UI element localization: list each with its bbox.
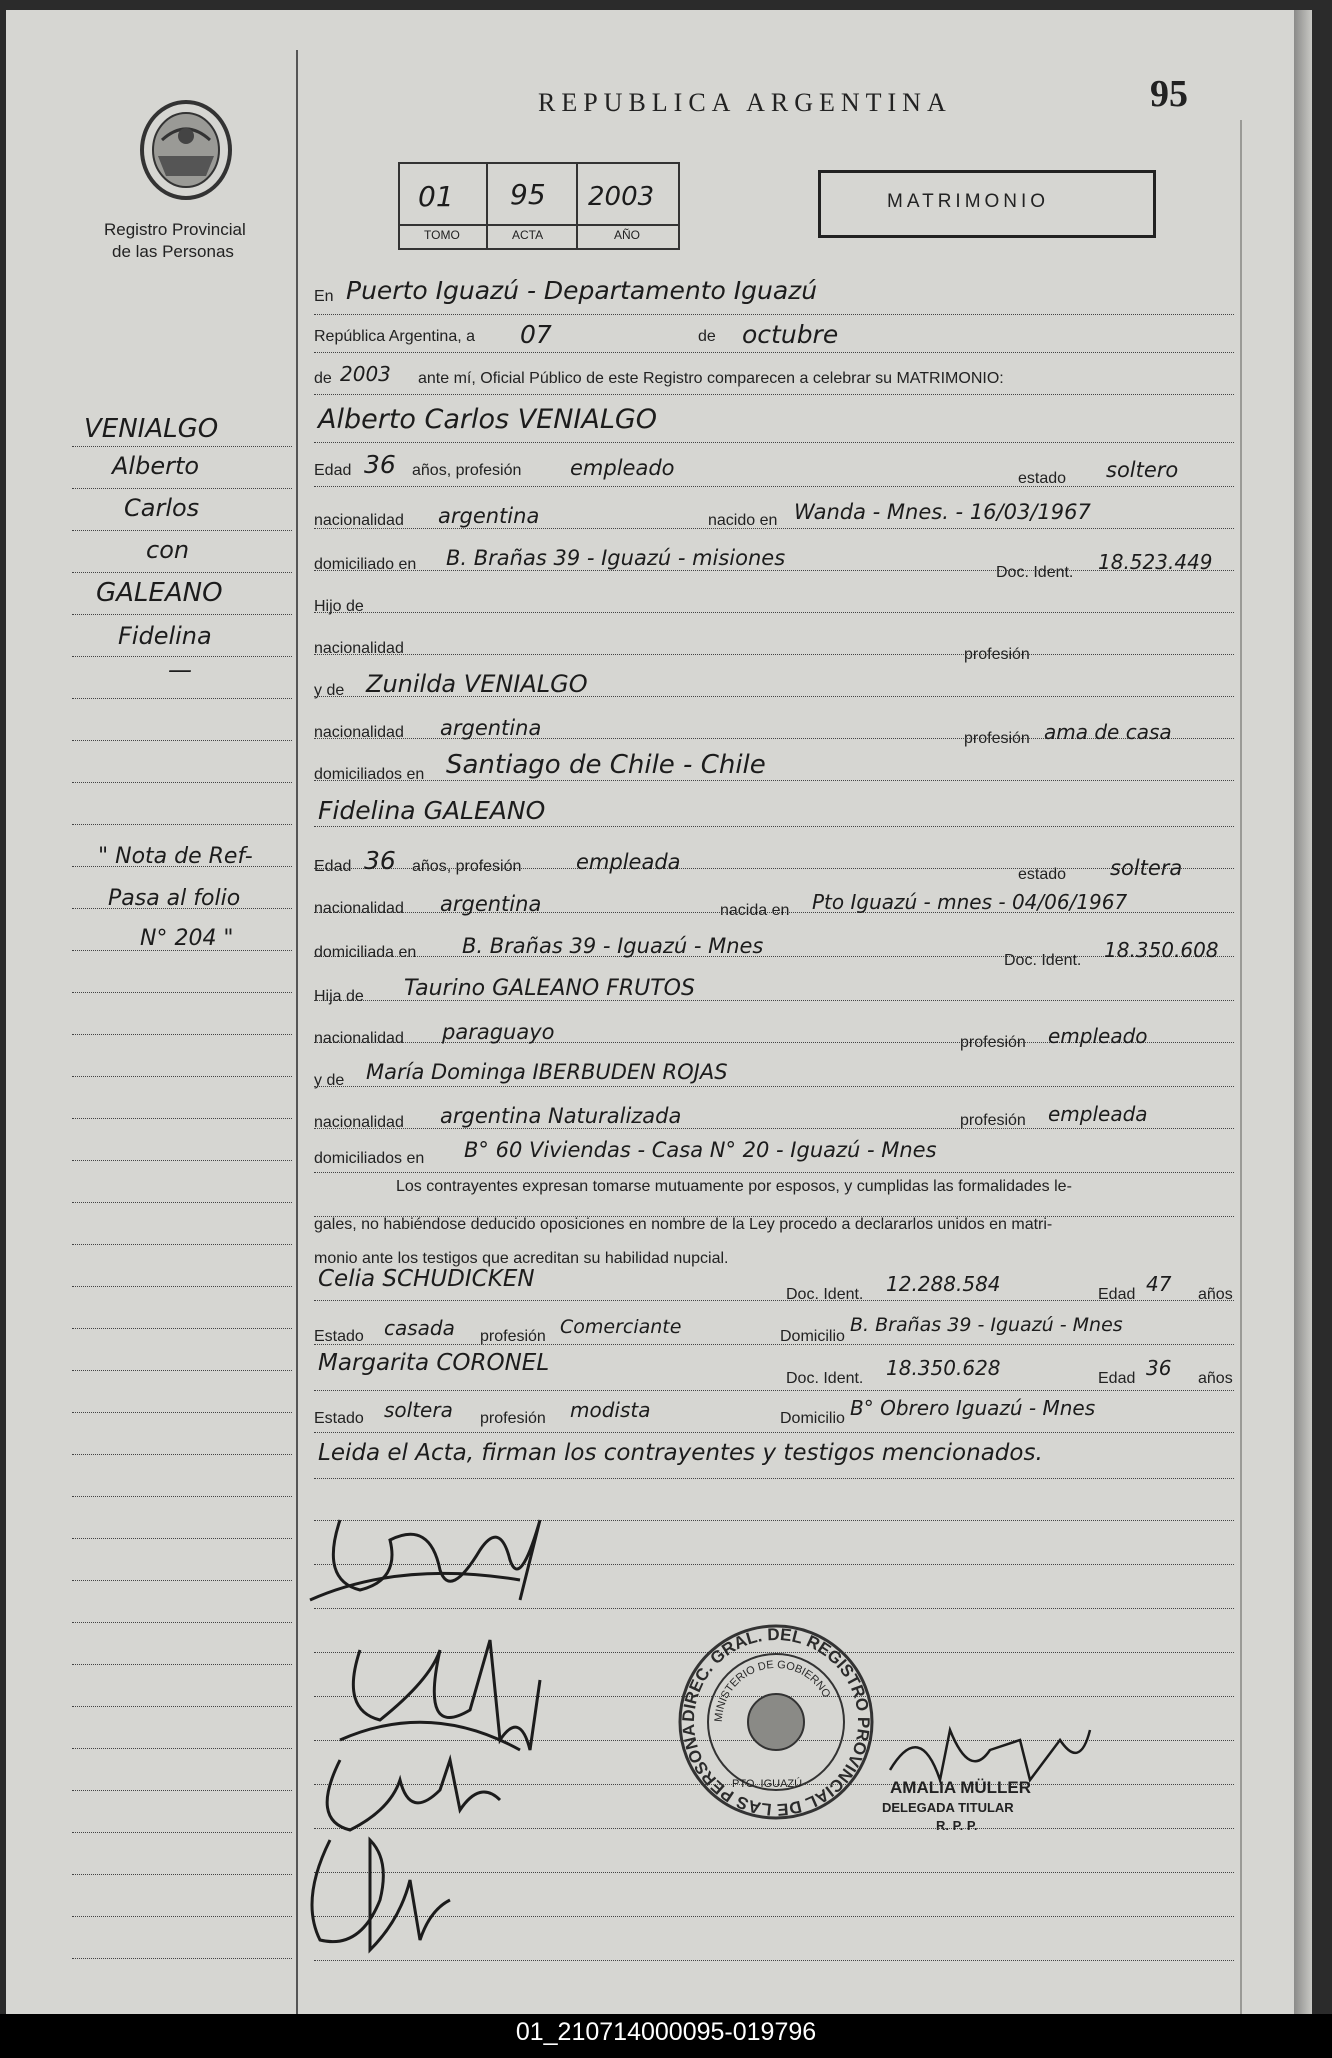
margin-line [72,992,292,993]
margin-con: con [146,536,190,564]
officer-signature [880,1710,1100,1800]
label-hijo-de: Hijo de [314,598,364,615]
place-year: 2003 [340,362,391,386]
label-nacida-en: nacida en [720,902,790,919]
label-nacionalidad-groom: nacionalidad [314,512,404,529]
groom-status: soltero [1106,458,1179,482]
groom-address: B. Brañas 39 - Iguazú - misiones [446,546,786,570]
footer-id: 01_210714000095-019796 [515,2018,817,2046]
acta-value: 95 [510,178,546,211]
margin-note-line1: " Nota de Ref- [98,844,253,869]
label-republica: República Argentina, a [314,328,475,345]
label-domiciliados-bride: domiciliados en [314,1150,425,1167]
form-line [314,1390,1234,1391]
form-line [314,1432,1234,1433]
groom-parents-address: Santiago de Chile - Chile [446,750,766,780]
margin-note-line2: Pasa al folio [108,886,241,911]
margin-line [72,1748,292,1749]
place-city: Puerto Iguazú - Departamento Iguazú [346,276,818,305]
form-line [314,1344,1234,1345]
form-line [314,1478,1234,1479]
bride-age: 36 [364,846,396,875]
form-line [314,486,1234,487]
bride-mother-profession: empleada [1048,1102,1148,1126]
label-nacionalidad-bride-father: nacionalidad [314,1030,404,1047]
form-line [314,1172,1234,1173]
label-edad-groom: Edad [314,462,352,479]
margin-line [72,1286,292,1287]
stamp-ring-icon [676,1622,876,1822]
margin-line [72,698,292,699]
label-profesion-bride-father: profesión [960,1034,1026,1051]
margin-note-line3: N° 204 " [140,926,234,951]
margin-line [72,1454,292,1455]
page-number: 95 [1150,73,1188,115]
margin-line [72,446,292,447]
witness2-status: soltera [384,1398,453,1422]
form-line [314,314,1234,315]
margin-line [72,1202,292,1203]
label-profesion-w2: profesión [480,1410,546,1427]
label-profesion-w1: profesión [480,1328,546,1345]
label-estado-w2: Estado [314,1410,364,1427]
groom-full-name: Alberto Carlos VENIALGO [318,404,658,435]
margin-line [72,1328,292,1329]
margin-line [72,488,292,489]
bride-mother-nationality: argentina Naturalizada [440,1104,682,1128]
margin-line [72,614,292,615]
officer-office: R. P. P. [936,1818,978,1833]
margin-line [72,1496,292,1497]
label-nacionalidad-bride-mother: nacionalidad [314,1114,404,1131]
form-line [314,780,1234,781]
label-domiciliado-en: domiciliado en [314,556,417,573]
bride-father: Taurino GALEANO FRUTOS [404,976,695,1001]
margin-line [72,1664,292,1665]
label-nacionalidad-bride: nacionalidad [314,900,404,917]
country-title: REPUBLICA ARGENTINA [538,88,952,117]
margin-line [72,1118,292,1119]
stamp-ring-text: DIREC. GRAL. DEL REGISTRO PROVINCIAL DE LAS PERSONA [678,1624,874,1820]
margin-line [72,530,292,531]
tomo-value: 01 [418,180,454,213]
witness1-age: 47 [1146,1272,1172,1296]
bride-status: soltera [1110,856,1183,880]
witness1-status: casada [384,1316,455,1340]
acta-label: ACTA [512,228,544,242]
form-line [314,1086,1234,1087]
form-line [314,352,1234,353]
label-ante-mi: ante mí, Oficial Público de este Registro comparecen a celebrar su MATRIMONIO: [418,370,1004,387]
form-line [314,956,1234,957]
margin-line [72,824,292,825]
form-line [314,612,1234,613]
margin-line [72,1538,292,1539]
official-stamp [676,1622,876,1822]
record-type-box [818,170,1156,238]
margin-groom-name2: Carlos [124,494,200,522]
label-domicilio-w1: Domicilio [780,1328,845,1345]
witness2-profession: modista [570,1398,651,1422]
label-de-month: de [698,328,716,345]
label-domicilio-w2: Domicilio [780,1410,845,1427]
label-edad-w1: Edad [1098,1286,1136,1303]
label-hija-de: Hija de [314,988,364,1005]
margin-line [72,1370,292,1371]
bride-father-nationality: paraguayo [442,1020,555,1044]
form-line [314,1300,1234,1301]
label-en: En [314,288,334,305]
bride-born: Pto Iguazú - mnes - 04/06/1967 [812,890,1128,914]
label-profesion-groom-father: profesión [964,646,1030,663]
label-doc-w1: Doc. Ident. [786,1286,864,1303]
margin-bride-name: Fidelina [118,622,212,650]
margin-line [72,1412,292,1413]
provincial-seal-icon [132,96,240,206]
margin-line [72,782,292,783]
margin-line [72,1244,292,1245]
form-line [314,442,1234,443]
label-nacionalidad-groom-father: nacionalidad [314,640,404,657]
form-line [314,570,1234,571]
groom-mother-profession: ama de casa [1044,720,1172,744]
officer-name: AMALIA MÜLLER [890,1778,1032,1797]
margin-line [72,1580,292,1581]
label-domiciliada-en: domiciliada en [314,944,417,961]
witness2-name: Margarita CORONEL [318,1350,550,1376]
stamp-inner-top: MINISTERIO DE GOBIERNO [712,1658,833,1723]
form-line [314,394,1234,395]
bride-parents-address: B° 60 Viviendas - Casa N° 20 - Iguazú - Mnes [464,1138,937,1162]
margin-bride-surname: GALEANO [96,578,223,608]
paragraph-line2: gales, no habiéndose deducido oposiciones en nombre de la Ley procedo a declararlos unidos en matri- [314,1216,1053,1233]
label-anos-w2: años [1198,1370,1233,1387]
ano-value: 2003 [588,182,655,212]
groom-doc: 18.523.449 [1098,550,1213,574]
paragraph-line3: monio ante los testigos que acreditan su habilidad nupcial. [314,1250,729,1267]
margin-dash: — [168,656,192,684]
label-anos-profesion-groom: años, profesión [412,462,522,479]
groom-nationality: argentina [438,504,540,528]
witness1-name: Celia SCHUDICKEN [318,1266,535,1292]
label-domiciliados-groom: domiciliados en [314,766,425,783]
label-edad-bride: Edad [314,858,352,875]
margin-line [72,1916,292,1917]
margin-line [72,1832,292,1833]
margin-line [72,1622,292,1623]
registry-name-line2: de las Personas [112,242,234,261]
margin-line [72,1790,292,1791]
label-doc-bride: Doc. Ident. [1004,952,1082,969]
groom-mother-nationality: argentina [440,716,542,740]
label-nacionalidad-groom-mother: nacionalidad [314,724,404,741]
bride-doc: 18.350.608 [1104,938,1219,962]
registry-name-line1: Registro Provincial [104,220,246,239]
groom-born: Wanda - Mnes. - 16/03/1967 [794,500,1091,524]
margin-line [72,572,292,573]
stamp-inner-bottom: PTO. IGUAZÚ [732,1778,803,1790]
label-de-year: de [314,370,332,387]
place-month: octubre [742,320,839,349]
margin-line [72,1034,292,1035]
label-estado-bride: estado [1018,866,1067,883]
label-profesion-groom-mother: profesión [964,730,1030,747]
witness1-address: B. Brañas 39 - Iguazú - Mnes [850,1314,1123,1336]
margin-groom-surname: VENIALGO [84,414,219,444]
witness2-age: 36 [1146,1356,1172,1380]
witness1-profession: Comerciante [560,1316,682,1338]
groom-mother: Zunilda VENIALGO [366,670,588,698]
closing-statement: Leida el Acta, firman los contrayentes y testigos mencionados. [318,1440,1043,1466]
label-edad-w2: Edad [1098,1370,1136,1387]
officer-title: DELEGADA TITULAR [882,1800,1014,1815]
bride-nationality: argentina [440,892,542,916]
label-profesion-bride-mother: profesión [960,1112,1026,1129]
margin-line [72,1874,292,1875]
margin-line [72,1076,292,1077]
margin-line [72,1706,292,1707]
bride-mother: María Dominga IBERBUDEN ROJAS [366,1060,728,1084]
record-type: MATRIMONIO [887,191,1050,212]
label-y-de-groom: y de [314,682,345,699]
label-y-de-bride: y de [314,1072,345,1089]
margin-line [72,1958,292,1959]
groom-profession: empleado [570,456,675,480]
bride-profession: empleada [576,850,681,874]
label-estado-groom: estado [1018,470,1067,487]
label-estado-w1: Estado [314,1328,364,1345]
bride-address: B. Brañas 39 - Iguazú - Mnes [462,934,764,958]
witness2-address: B° Obrero Iguazú - Mnes [850,1396,1096,1420]
right-margin-line [1240,120,1242,2014]
label-nacido-en: nacido en [708,512,778,529]
tomo-label: TOMO [424,228,460,242]
margin-groom-name1: Alberto [112,452,200,480]
groom-age: 36 [364,450,396,479]
form-line [314,1128,1234,1129]
bride-father-profession: empleado [1048,1024,1148,1048]
record-number-box [398,162,680,250]
label-doc-w2: Doc. Ident. [786,1370,864,1387]
form-line [314,654,1234,655]
form-line [314,826,1234,827]
bride-full-name: Fidelina GALEANO [318,796,546,825]
label-anos-w1: años [1198,1286,1233,1303]
paragraph-line1: Los contrayentes expresan tomarse mutuamente por esposos, y cumplidas las formalidades le- [396,1178,1072,1195]
label-doc-groom: Doc. Ident. [996,564,1074,581]
margin-line [72,1160,292,1161]
margin-line [72,740,292,741]
ano-label: AÑO [614,228,641,242]
witness1-doc: 12.288.584 [886,1272,1001,1296]
label-anos-profesion-bride: años, profesión [412,858,522,875]
place-day: 07 [520,320,552,349]
witness2-doc: 18.350.628 [886,1356,1001,1380]
